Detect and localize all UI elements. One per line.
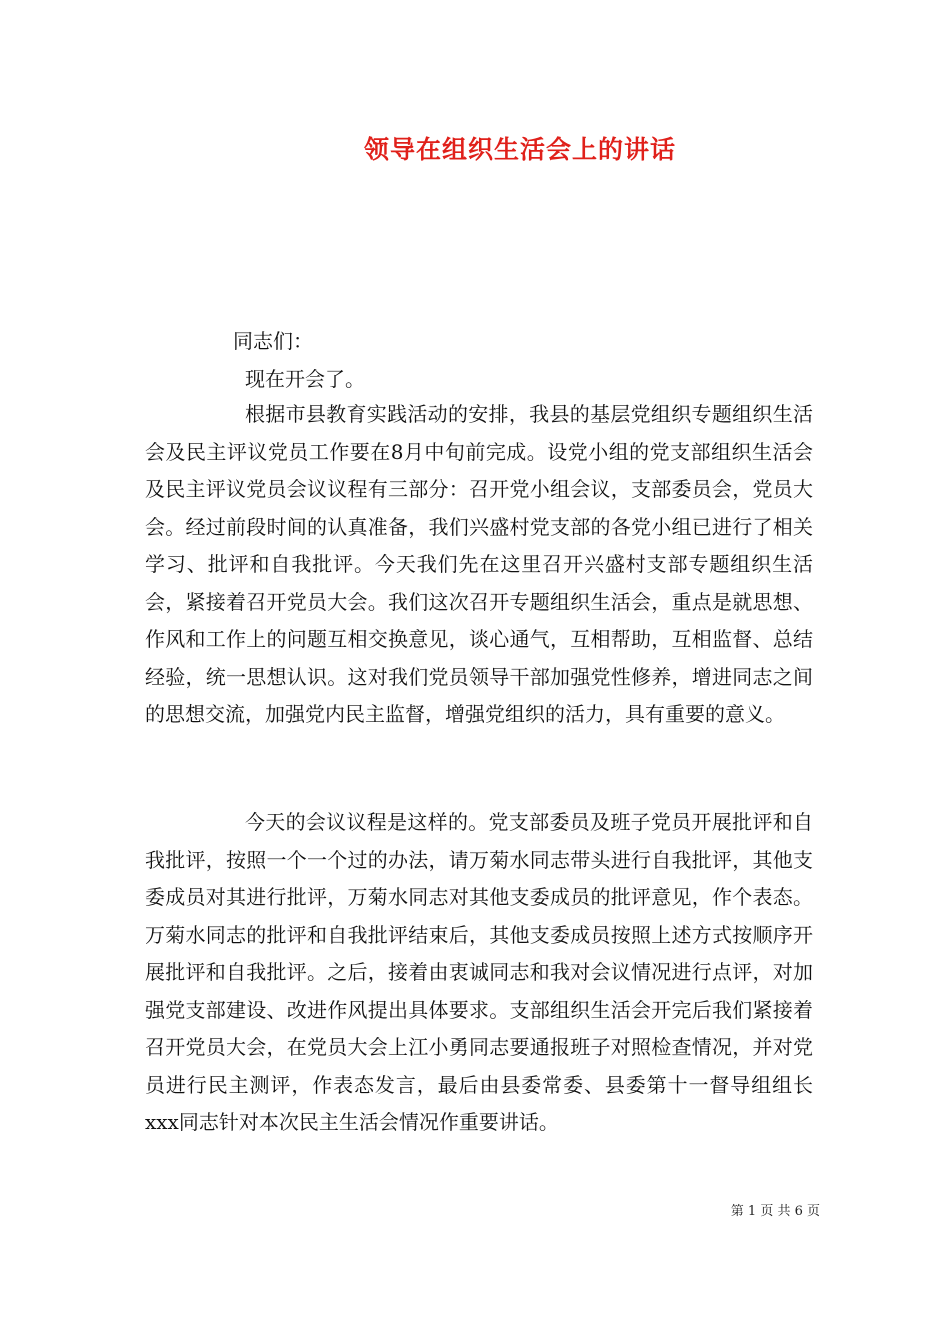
paragraph-1: 根据市县教育实践活动的安排，我县的基层党组织专题组织生活会及民主评议党员工作要在8月中旬前完成。设党小组的党支部组织生活会及民主评议党员会议议程有三部分：召开党小组会议，支部委员会，党员大会。经过前段时间的认真准备，我们兴盛村党支部的各党小组已进行了相关学习、批评和自我批评。今天我们先在这里召开兴盛村支部专题组织生活会，紧接着召开党员大会。我们这次召开专题组织生活会，重点是就思想、作风和工作上的问题互相交换意见，谈心通气，互相帮助，互相监督、总结经验，统一思想认识。这对我们党员领导干部加强党性修养，增进同志之间的思想交流，加强党内民主监督，增强党组织的活力，具有重要的意义。 bbox=[145, 402, 813, 726]
page-number-footer: 第 1 页 共 6 页 bbox=[730, 1204, 820, 1219]
document-title: 领导在组织生活会上的讲话 bbox=[363, 135, 676, 164]
salutation: 同志们： bbox=[233, 329, 313, 353]
paragraph-2: 今天的会议议程是这样的。党支部委员及班子党员开展批评和自我批评，按照一个一个过的办法，请万菊水同志带头进行自我批评，其他支委成员对其进行批评，万菊水同志对其他支委成员的批评意见，作个表态。万菊水同志的批评和自我批评结束后，其他支委成员按照上述方式按顺序开展批评和自我批评。之后，接着由衷诚同志和我对会议情况进行点评，对加强党支部建设、改进作风提出具体要求。支部组织生活会开完后我们紧接着召开党员大会，在党员大会上江小勇同志要通报班子对照检查情况，并对党员进行民主测评，作表态发言，最后由县委常委、县委第十一督导组组长xxx同志针对本次民主生活会情况作重要讲话。 bbox=[145, 810, 813, 1134]
opening-line: 现在开会了。 bbox=[245, 367, 365, 391]
